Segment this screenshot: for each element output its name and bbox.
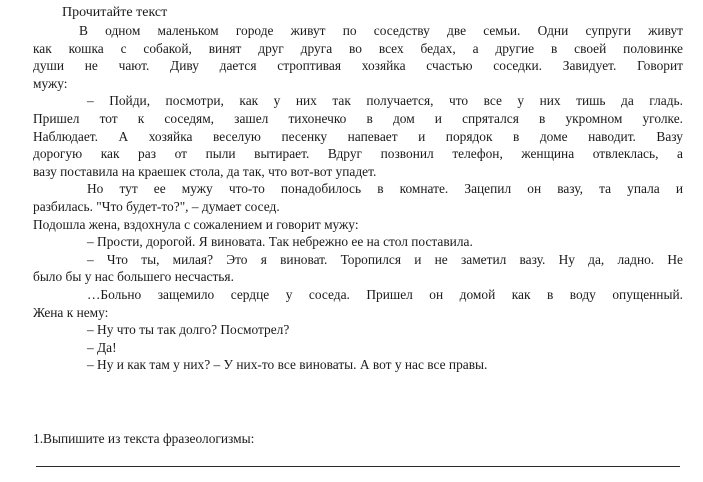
story-line: как кошка с собакой, винят друг друга во всех бедах, а другие в своей половинке <box>33 40 683 56</box>
story-line: дорогую как раз от пыли вытирает. Вдруг позвонил телефон, женщина отвлеклась, а <box>33 146 683 162</box>
story-line: – Пойди, посмотри, как у них так получается, что все у них тишь да гладь. <box>87 93 683 109</box>
story-line: Но тут ее мужу что-то понадобилось в комнате. Зацепил он вазу, та упала и <box>87 181 683 197</box>
story-line: – Ну что ты так долго? Посмотрел? <box>87 322 290 338</box>
story-line: – Что ты, милая? Это я виноват. Торопился и не заметил вазу. Ну да, ладно. Не <box>87 251 683 267</box>
story-line: было бы у нас большего несчастья. <box>33 269 234 285</box>
story-line: мужу: <box>33 75 68 91</box>
story-line: – Ну и как там у них? – У них-то все виноваты. А вот у нас все правы. <box>87 357 488 373</box>
task-title: Прочитайте текст <box>62 5 168 20</box>
story-line: …Больно защемило сердце у соседа. Пришел он домой как в воду опущенный. <box>87 286 683 302</box>
story-line: вазу поставила на краешек стола, да так, что вот-вот упадет. <box>33 163 377 179</box>
story-line: – Прости, дорогой. Я виновата. Так небрежно ее на стол поставила. <box>87 234 473 250</box>
story-line: Подошла жена, вздохнула с сожалением и говорит мужу: <box>33 216 359 232</box>
story-line: – Да! <box>87 339 117 355</box>
story-line: разбилась. "Что будет-то?", – думает сосед. <box>33 198 280 214</box>
story-text <box>33 22 683 374</box>
answer-line <box>36 466 680 467</box>
story-line: Жена к нему: <box>33 304 109 320</box>
story-line: В одном маленьком городе живут по соседству две семьи. Одни супруги живут <box>79 23 683 38</box>
story-line: Наблюдает. А хозяйка веселую песенку напевает и порядок в доме наводит. Вазу <box>33 128 683 144</box>
story-line: души не чают. Диву дается строптивая хозяйка счастью соседки. Завидует. Говорит <box>33 58 683 74</box>
question-prompt: 1.Выпишите из текста фразеологизмы: <box>33 431 255 446</box>
story-line: Пришел тот к соседям, зашел тихонечко в дом и спрятался в укромном уголке. <box>33 110 683 126</box>
